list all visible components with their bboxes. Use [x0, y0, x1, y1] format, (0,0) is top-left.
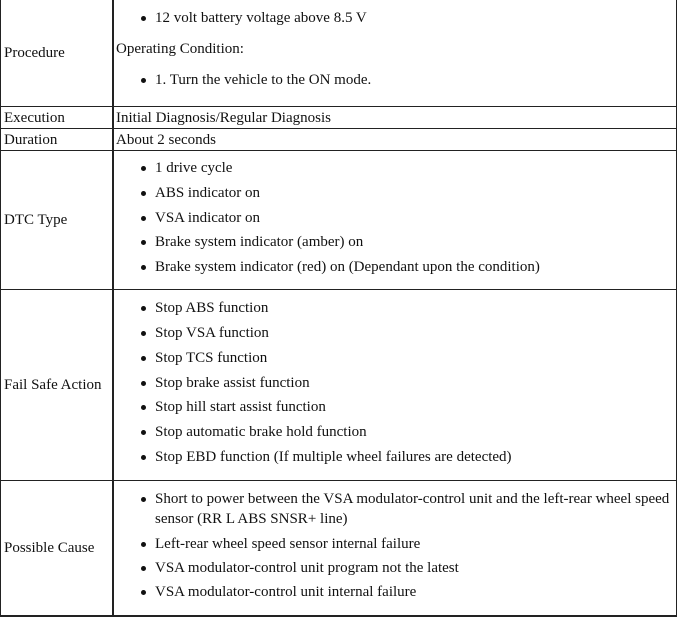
list-item: VSA indicator on	[155, 208, 676, 228]
list-item: ABS indicator on	[155, 183, 676, 203]
list-item: Stop brake assist function	[155, 373, 676, 393]
fail-safe-label: Fail Safe Action	[1, 290, 114, 481]
list-item: Stop TCS function	[155, 348, 676, 368]
execution-label: Execution	[1, 107, 114, 129]
list-item: Brake system indicator (red) on (Dependant upon the condition)	[155, 257, 676, 277]
execution-value: Initial Diagnosis/Regular Diagnosis	[113, 107, 677, 129]
fail-safe-list	[116, 298, 676, 467]
fail-safe-value	[113, 290, 677, 481]
list-item: 1. Turn the vehicle to the ON mode.	[155, 70, 676, 90]
row-duration	[1, 129, 677, 151]
procedure-step-list	[116, 70, 676, 90]
list-item: VSA modulator-control unit internal failure	[155, 582, 676, 602]
row-possible-cause	[1, 481, 677, 617]
list-item: Brake system indicator (amber) on	[155, 232, 676, 252]
row-procedure	[1, 0, 677, 107]
dtc-type-label: DTC Type	[1, 151, 114, 290]
row-dtc-type	[1, 151, 677, 290]
list-item: 12 volt battery voltage above 8.5 V	[155, 8, 676, 28]
row-execution	[1, 107, 677, 129]
operating-condition-heading: Operating Condition:	[116, 41, 244, 57]
dtc-type-list	[116, 158, 676, 277]
list-item: Stop VSA function	[155, 323, 676, 343]
procedure-value	[113, 0, 677, 107]
row-fail-safe-action	[1, 290, 677, 481]
list-item: Stop automatic brake hold function	[155, 422, 676, 442]
procedure-precondition-list	[116, 8, 676, 28]
list-item: VSA modulator-control unit program not the latest	[155, 558, 676, 578]
duration-label: Duration	[1, 129, 114, 151]
list-item: Stop ABS function	[155, 298, 676, 318]
list-item: Left-rear wheel speed sensor internal failure	[155, 534, 676, 554]
list-item: Stop hill start assist function	[155, 397, 676, 417]
list-item: 1 drive cycle	[155, 158, 676, 178]
possible-cause-value	[113, 481, 677, 617]
list-item: Stop EBD function (If multiple wheel failures are detected)	[155, 447, 676, 467]
duration-value: About 2 seconds	[113, 129, 677, 151]
possible-cause-label: Possible Cause	[1, 481, 114, 617]
dtc-type-value	[113, 151, 677, 290]
procedure-label: Procedure	[1, 0, 114, 107]
list-item: Short to power between the VSA modulator-control unit and the left-rear wheel speed sensor (RR L ABS SNSR+ line)	[155, 489, 676, 529]
possible-cause-list	[116, 489, 676, 602]
